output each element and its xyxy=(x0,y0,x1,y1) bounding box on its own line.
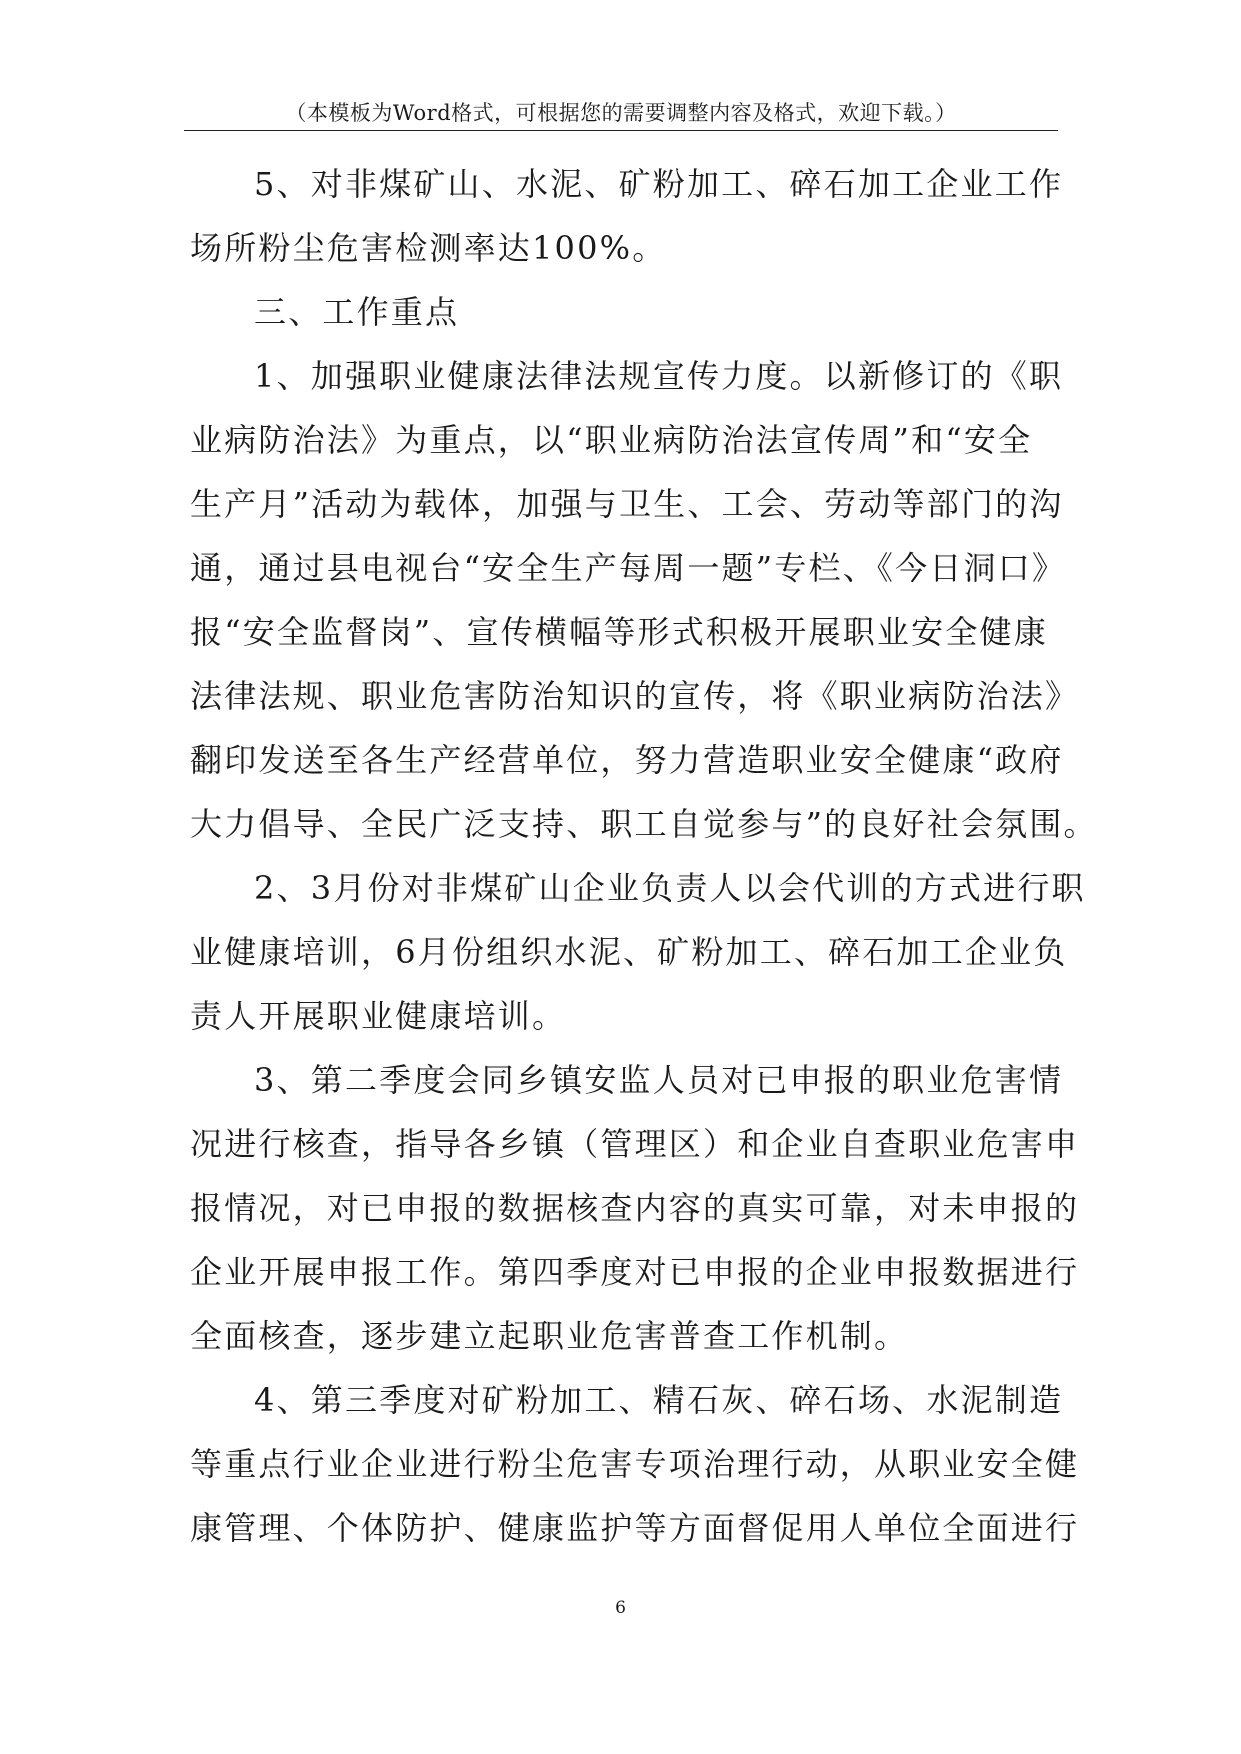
paragraph-line: 大力倡导、全民广泛支持、职工自觉参与”的良好社会氛围。 xyxy=(190,805,1098,843)
paragraph-line: 生产月”活动为载体，加强与卫生、工会、劳动等部门的沟 xyxy=(190,485,1064,523)
paragraph-line: 康管理、个体防护、健康监护等方面督促用人单位全面进行 xyxy=(190,1509,1080,1547)
paragraph-line: 4、第三季度对矿粉加工、精石灰、碎石场、水泥制造 xyxy=(254,1381,1064,1419)
section-heading: 三、工作重点 xyxy=(254,293,460,331)
header-divider xyxy=(184,130,1058,131)
paragraph-line: 责人开展职业健康培训。 xyxy=(190,997,567,1035)
paragraph-line: 业病防治法》为重点，以“职业病防治法宣传周”和“安全 xyxy=(190,421,1033,459)
paragraph-line: 2、3月份对非煤矿山企业负责人以会代训的方式进行职 xyxy=(254,869,1086,907)
paragraph-line: 3、第二季度会同乡镇安监人员对已申报的职业危害情 xyxy=(254,1061,1064,1099)
paragraph-line: 通，通过县电视台“安全生产每周一题”专栏、《今日洞口》 xyxy=(190,549,1067,587)
paragraph-line: 报“安全监督岗”、宣传横幅等形式积极开展职业安全健康 xyxy=(190,613,1048,651)
paragraph-line: 报情况，对已申报的数据核查内容的真实可靠，对未申报的 xyxy=(190,1189,1080,1227)
paragraph-line: 法律法规、职业危害防治知识的宣传，将《职业病防治法》 xyxy=(190,677,1080,715)
template-note-header: （本模板为Word格式，可根据您的需要调整内容及格式，欢迎下载。） xyxy=(285,101,957,125)
page-number: 6 xyxy=(615,1598,626,1618)
paragraph-line: 等重点行业企业进行粉尘危害专项治理行动，从职业安全健 xyxy=(190,1445,1080,1483)
paragraph-line: 场所粉尘危害检测率达100%。 xyxy=(190,229,667,267)
paragraph-line: 5、对非煤矿山、水泥、矿粉加工、碎石加工企业工作 xyxy=(254,165,1064,203)
paragraph-line: 翻印发送至各生产经营单位，努力营造职业安全健康“政府 xyxy=(190,741,1064,779)
paragraph-line: 业健康培训，6月份组织水泥、矿粉加工、碎石加工企业负 xyxy=(190,933,1068,971)
document-body xyxy=(190,152,1098,1560)
paragraph-line: 况进行核查，指导各乡镇（管理区）和企业自查职业危害申 xyxy=(190,1125,1080,1163)
paragraph-line: 1、加强职业健康法律法规宣传力度。以新修订的《职 xyxy=(254,357,1064,395)
paragraph-line: 全面核查，逐步建立起职业危害普查工作机制。 xyxy=(190,1317,909,1355)
paragraph-line: 企业开展申报工作。第四季度对已申报的企业申报数据进行 xyxy=(190,1253,1080,1291)
